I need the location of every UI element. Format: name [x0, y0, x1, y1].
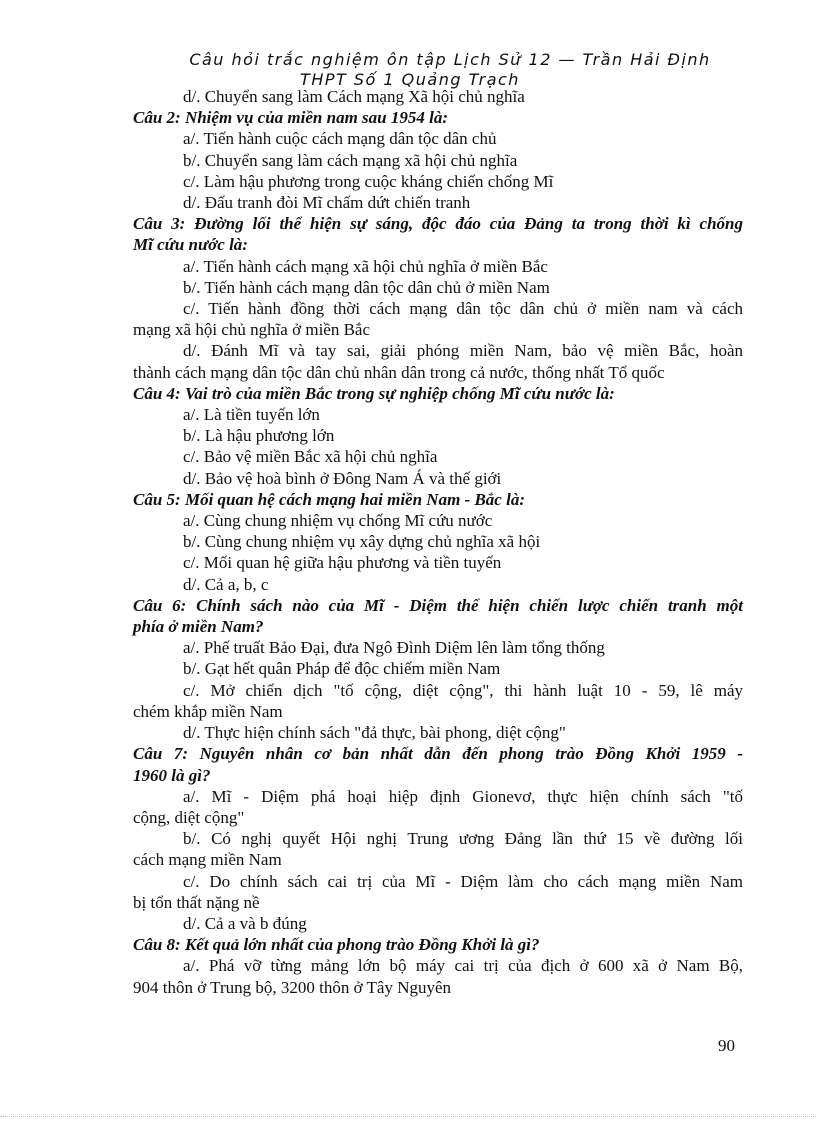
question-line: Câu 6: Chính sách nào của Mĩ - Diệm thể hiện chiến lược chiến tranh một [133, 595, 743, 615]
answer-option: d/. Đánh Mĩ và tay sai, giải phóng miền Nam, bảo vệ miền Bắc, hoàn [183, 341, 743, 361]
continuation-line: thành cách mạng dân tộc dân chủ nhân dân trong cả nước, thống nhất Tổ quốc [133, 362, 665, 382]
answer-option: b/. Gạt hết quân Pháp để độc chiếm miền Nam [183, 659, 501, 679]
answer-option: d/. Đấu tranh đòi Mĩ chấm dứt chiến tranh [183, 193, 471, 213]
answer-option: c/. Do chính sách cai trị của Mĩ - Diệm làm cho cách mạng miền Nam [183, 871, 743, 891]
answer-option: b/. Cùng chung nhiệm vụ xây dựng chủ nghĩa xã hội [183, 532, 541, 552]
question-line: Câu 5: Mối quan hệ cách mạng hai miền Nam - Bắc là: [133, 489, 525, 509]
answer-option: a/. Phá vỡ từng mảng lớn bộ máy cai trị của địch ở 600 xã ở Nam Bộ, [183, 956, 743, 976]
answer-option: a/. Tiến hành cách mạng xã hội chủ nghĩa ở miền Bắc [183, 256, 548, 276]
answer-option: a/. Là tiền tuyến lớn [183, 405, 320, 425]
question-line: phía ở miền Nam? [133, 617, 264, 637]
answer-option: c/. Bảo vệ miền Bắc xã hội chủ nghĩa [183, 447, 438, 467]
page-bottom-rule [0, 1116, 816, 1117]
continuation-line: 904 thôn ở Trung bộ, 3200 thôn ở Tây Nguyên [133, 977, 452, 997]
page-number: 90 [718, 1036, 735, 1055]
answer-option: c/. Tiến hành đồng thời cách mạng dân tộc dân chủ ở miền nam và cách [183, 299, 743, 319]
question-line: Câu 7: Nguyên nhân cơ bản nhất dẫn đến phong trào Đồng Khởi 1959 - [133, 744, 743, 764]
answer-option: b/. Là hậu phương lớn [183, 426, 335, 446]
answer-option: d/. Chuyển sang làm Cách mạng Xã hội chủ nghĩa [183, 87, 525, 106]
header-title: Câu hỏi trắc nghiệm ôn tập Lịch Sử 12 — Trần Hải Định [189, 50, 711, 69]
answer-option: d/. Cả a, b, c [183, 574, 269, 594]
answer-option: d/. Cả a và b đúng [183, 913, 307, 933]
continuation-line: cộng, diệt cộng" [133, 807, 245, 827]
answer-option: a/. Cùng chung nhiệm vụ chống Mĩ cứu nước [183, 511, 493, 531]
question-line: Câu 4: Vai trò của miền Bắc trong sự nghiệp chống Mĩ cứu nước là: [133, 383, 615, 403]
question-line: Câu 2: Nhiệm vụ của miền nam sau 1954 là: [133, 108, 449, 128]
question-line: 1960 là gì? [133, 765, 211, 785]
continuation-line: mạng xã hội chủ nghĩa ở miền Bắc [133, 320, 371, 340]
question-line: Câu 8: Kết quả lớn nhất của phong trào Đồng Khởi là gì? [133, 935, 540, 955]
answer-option: d/. Bảo vệ hoà bình ở Đông Nam Á và thế giới [183, 468, 502, 488]
answer-option: b/. Có nghị quyết Hội nghị Trung ương Đảng lần thứ 15 về đường lối [183, 829, 743, 849]
answer-option: c/. Làm hậu phương trong cuộc kháng chiến chống Mĩ [183, 171, 554, 191]
answer-option: b/. Tiến hành cách mạng dân tộc dân chủ ở miền Nam [183, 277, 550, 297]
answer-option: b/. Chuyển sang làm cách mạng xã hội chủ nghĩa [183, 150, 518, 170]
question-list [133, 86, 743, 998]
question-line: Mĩ cứu nước là: [133, 235, 248, 255]
answer-option: c/. Mở chiến dịch "tố cộng, diệt cộng", thi hành luật 10 - 59, lê máy [183, 680, 743, 700]
continuation-line: cách mạng miền Nam [133, 850, 282, 870]
answer-option: c/. Mối quan hệ giữa hậu phương và tiền tuyến [183, 553, 502, 573]
answer-option: d/. Thực hiện chính sách "đả thực, bài phong, diệt cộng" [183, 723, 566, 743]
answer-option: a/. Phế truất Bảo Đại, đưa Ngô Đình Diệm lên làm tổng thống [183, 638, 605, 658]
header-school: THPT Số 1 Quảng Trạch [300, 70, 520, 89]
question-line: Câu 3: Đường lối thể hiện sự sáng, độc đáo của Đảng ta trong thời kì chống [133, 214, 743, 234]
continuation-line: chém khắp miền Nam [133, 701, 283, 721]
answer-option: a/. Tiến hành cuộc cách mạng dân tộc dân chủ [183, 129, 497, 149]
answer-option: a/. Mĩ - Diệm phá hoại hiệp định Gionevơ, thực hiện chính sách "tố [183, 786, 743, 806]
continuation-line: bị tổn thất nặng nề [133, 892, 260, 912]
